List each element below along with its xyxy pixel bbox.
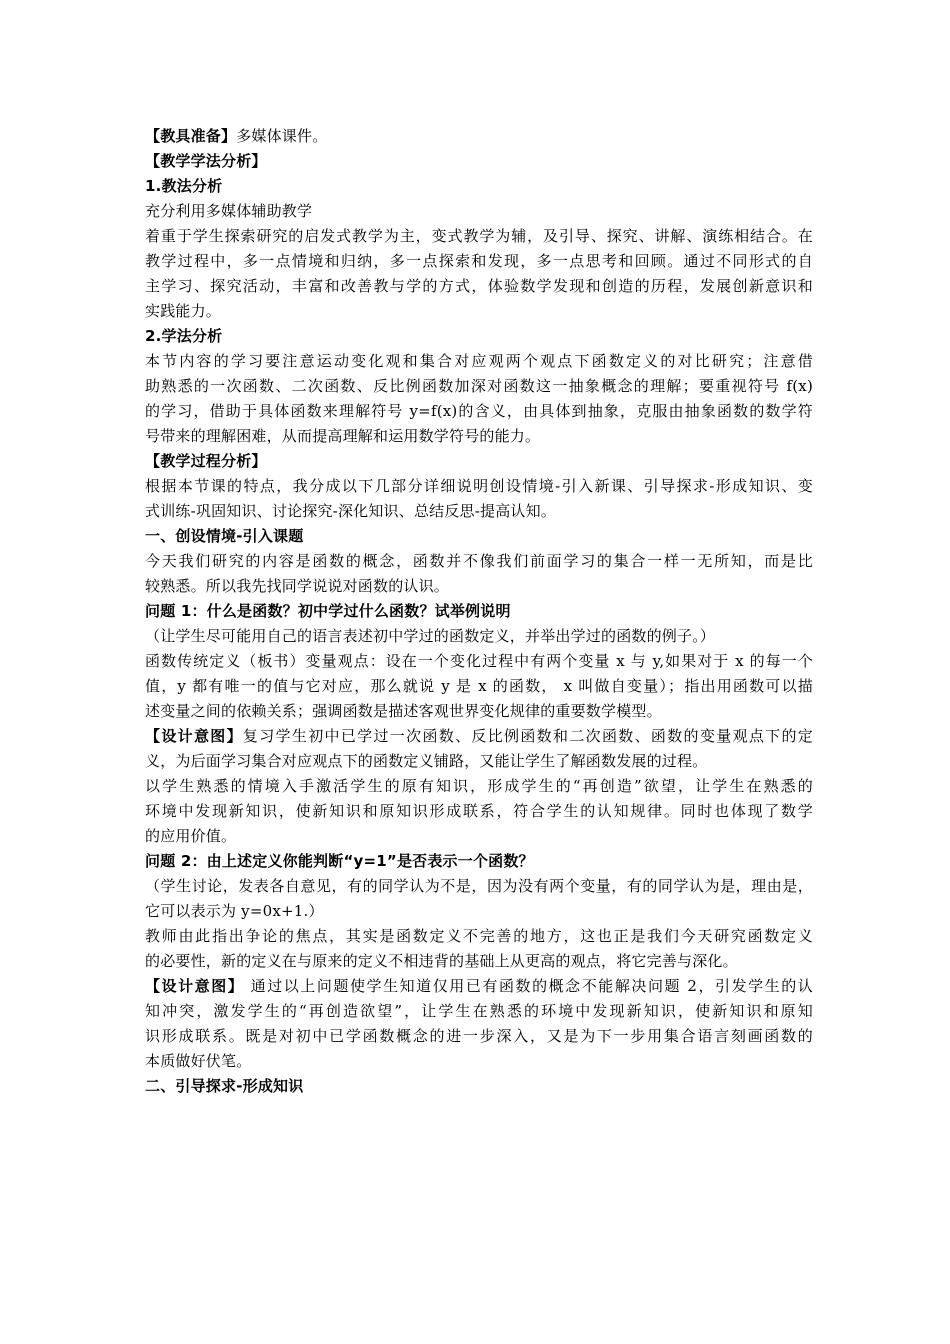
text-line: 义，为后面学习集合对应观点下的函数定义铺路，又能让学生了解函数发展的过程。: [145, 752, 708, 770]
subsection-heading: 2.学法分析: [145, 327, 223, 345]
text-line: 实践能力。: [145, 302, 222, 320]
text-run: 复习学生初中已学过一次函数、反比例函数和二次函数、函数的变量观点下的定: [242, 727, 813, 745]
section-heading: 一、创设情境-引入课题: [145, 527, 304, 545]
text-line: （让学生尽可能用自己的语言表述初中学过的函数定义，并举出学过的函数的例子。）: [145, 627, 716, 645]
text-line: 识形成联系。既是对初中已学函数概念的进一步深入，又是为下一步用集合语言刻画函数的: [145, 1027, 813, 1045]
text-line: 教学过程中，多一点情境和归纳，多一点探索和发现，多一点思考和回顾。通过不同形式的自: [145, 252, 813, 270]
question-heading: 问题 1：什么是函数？初中学过什么函数？试举例说明: [145, 602, 511, 620]
section-label: 【设计意图】: [145, 977, 245, 995]
text-line: 助熟悉的一次函数、二次函数、反比例函数加深对函数这一抽象概念的理解；要重视符号 f(x): [145, 377, 813, 395]
text-line: [145, 124, 813, 149]
section-heading: 二、引导探求-形成知识: [145, 1077, 304, 1095]
text-line: 着重于学生探索研究的启发式教学为主，变式教学为辅，及引导、探究、讲解、演练相结合。在: [145, 227, 813, 245]
text-line: 它可以表示为 y=0x+1.）: [145, 902, 324, 920]
text-line: 主学习、探究活动，丰富和改善教与学的方式，体验数学发现和创造的历程，发展创新意识和: [145, 277, 813, 295]
text-line: 以学生熟悉的情境入手激活学生的原有知识，形成学生的“再创造”欲望，让学生在熟悉的: [145, 777, 813, 795]
text-run: 多媒体课件。: [236, 127, 328, 145]
text-line: 号带来的理解困难，从而提高理解和运用数学符号的能力。: [145, 427, 541, 445]
text-line: 充分利用多媒体辅助教学: [145, 202, 313, 220]
text-line: 的必要性，新的定义在与原来的定义不相违背的基础上从更高的观点，将它完善与深化。: [145, 952, 738, 970]
text-line: 环境中发现新知识，使新知识和原知识形成联系，符合学生的认知规律。同时也体现了数学: [145, 802, 813, 820]
text-line: 函数传统定义（板书）变量观点：设在一个变化过程中有两个变量 x 与 y,如果对于 x 的每一个: [145, 652, 813, 670]
text-line: 述变量之间的依赖关系；强调函数是描述客观世界变化规律的重要数学模型。: [145, 702, 662, 720]
text-line: 值，y 都有唯一的值与它对应，那么就说 y 是 x 的函数， x 叫做自变量）；指出用函数可以描: [145, 677, 813, 695]
text-line: （学生讨论，发表各自意见，有的同学认为不是，因为没有两个变量，有的同学认为是，理由是，: [145, 877, 813, 895]
text-line: 的应用价值。: [145, 827, 237, 845]
text-line: [145, 724, 813, 749]
text-line: 教师由此指出争论的焦点，其实是函数定义不完善的地方，这也正是我们今天研究函数定义: [145, 927, 813, 945]
section-label: 【教具准备】: [145, 127, 237, 145]
question-heading: 问题 2：由上述定义你能判断“y=1”是否表示一个函数？: [145, 852, 534, 870]
section-label: 【设计意图】: [145, 727, 243, 745]
section-heading: 【教学学法分析】: [145, 152, 267, 170]
text-line: 较熟悉。所以我先找同学说说对函数的认识。: [145, 577, 450, 595]
subsection-heading: 1.教法分析: [145, 177, 223, 195]
text-run: 通过以上问题使学生知道仅用已有函数的概念不能解决问题 2，引发学生的认: [244, 977, 813, 995]
text-line: 式训练-巩固知识、讨论探究-深化知识、总结反思-提高认知。: [145, 502, 557, 520]
text-line: 知冲突，激发学生的“再创造欲望”，让学生在熟悉的环境中发现新知识，使新知识和原知: [145, 1002, 813, 1020]
text-line: 本节内容的学习要注意运动变化观和集合对应观两个观点下函数定义的对比研究；注意借: [145, 352, 813, 370]
document-body: [145, 124, 813, 1099]
text-line: 本质做好伏笔。: [145, 1052, 252, 1070]
text-line: 根据本节课的特点，我分成以下几部分详细说明创设情境-引入新课、引导探求-形成知识、变: [145, 477, 813, 495]
text-line: 的学习，借助于具体函数来理解符号 y=f(x)的含义，由具体到抽象，克服由抽象函数的数学符: [145, 402, 813, 420]
text-line: [145, 974, 813, 999]
text-line: 今天我们研究的内容是函数的概念，函数并不像我们前面学习的集合一样一无所知，而是比: [145, 552, 813, 570]
section-heading: 【教学过程分析】: [145, 452, 267, 470]
